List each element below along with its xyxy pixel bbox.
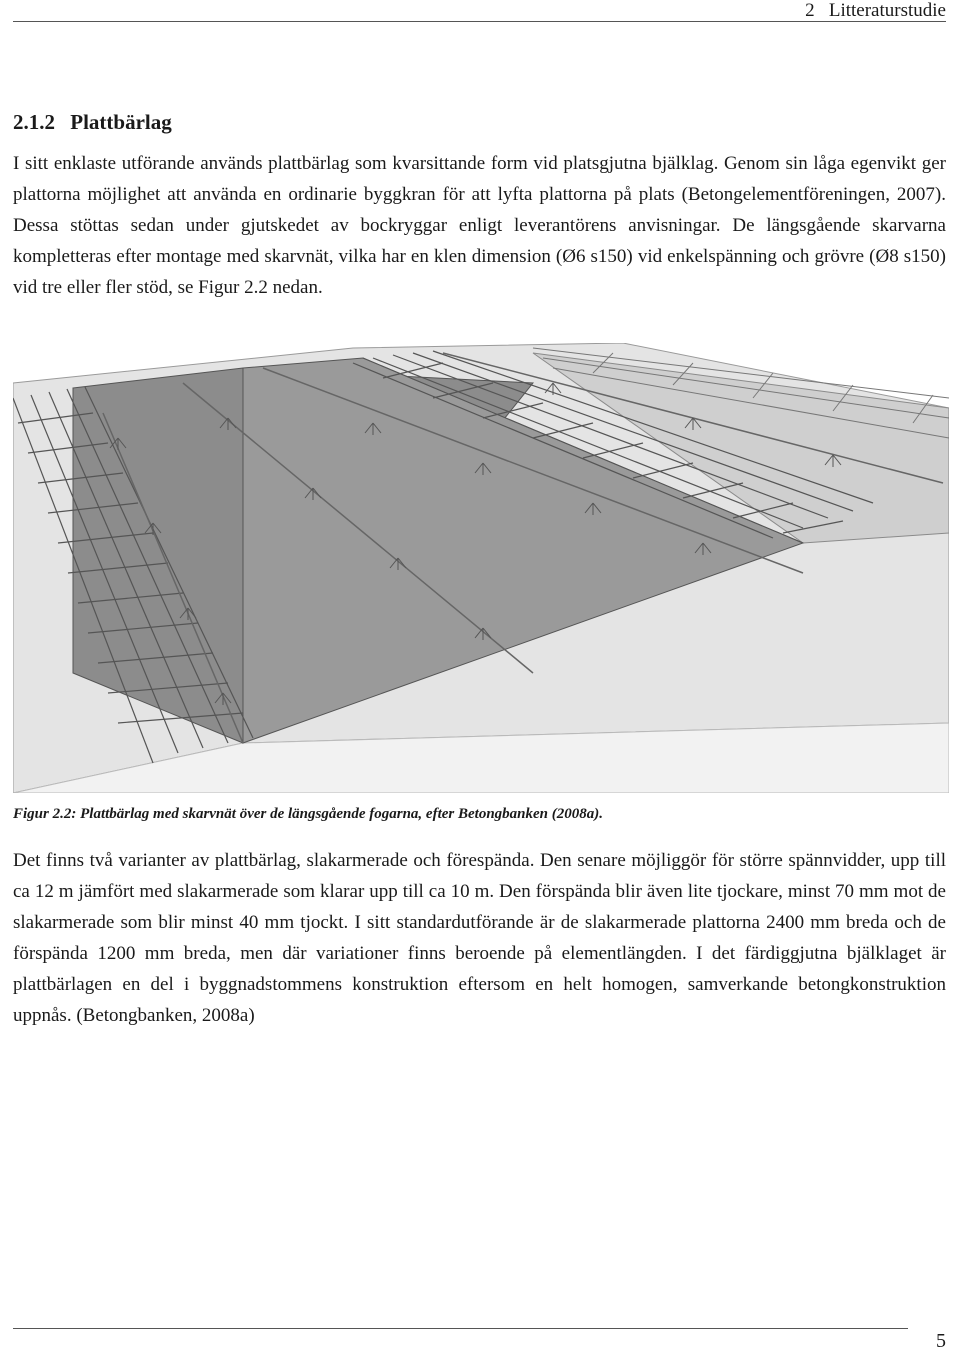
footer-divider	[13, 1328, 908, 1329]
figure-caption-label: Figur 2.2:	[13, 806, 77, 822]
section-title: Plattbärlag	[70, 110, 172, 134]
header-divider	[13, 21, 946, 22]
page-number: 5	[936, 1330, 946, 1352]
section-number: 2.1.2	[13, 110, 55, 134]
figure-caption-text: Plattbärlag med skarvnät över de längsgående fogarna, efter Betongbanken (2008a).	[80, 806, 604, 822]
body-paragraph-1: I sitt enklaste utförande används plattbärlag som kvarsittande form vid platsgjutna bjälklag. Genom sin låga egenvikt ger plattorna möjlighet att använda en ordinarie byggkran för att lyfta plattorna på plats (Betongelementföreningen, 2007). Dessa stöttas sedan under gjutskedet av bockryggar enligt leverantörens anvisningar. De längsgående skarvarna kompletteras efter montage med skarvnät, vilka har en klen dimension (Ø6 s150) vid enkelspänning och grövre (Ø8 s150) vid tre eller fler stöd, se Figur 2.2 nedan.	[13, 153, 946, 298]
figure-caption	[13, 806, 603, 823]
section-heading	[13, 110, 172, 135]
header-chapter-title: Litteraturstudie	[828, 0, 946, 21]
body-paragraph-2: Det finns två varianter av plattbärlag, slakarmerade och förespända. Den senare möjliggör för större spännvidder, upp till ca 12 m jämfört med slakarmerade som klarar upp till ca 10 m. Den förspända blir även lite tjockare, minst 70 mm mot de slakarmerade som blir minst 40 mm tjockt. I sitt standardutförande är de slakarmerade plattorna 2400 mm breda och de förspända 1200 mm breda, men där variationer finns beroende på elementlängden. I det färdiggjutna bjälklaget är plattbärlagen en del i byggnadstommens konstruktion eftersom en helt homogen, samverkande betongkonstruktion uppnås. (Betongbanken, 2008a)	[13, 850, 946, 1026]
header-chapter-number: 2	[805, 0, 815, 21]
running-header	[805, 0, 946, 22]
figure-precast-slab-illustration	[13, 343, 949, 793]
